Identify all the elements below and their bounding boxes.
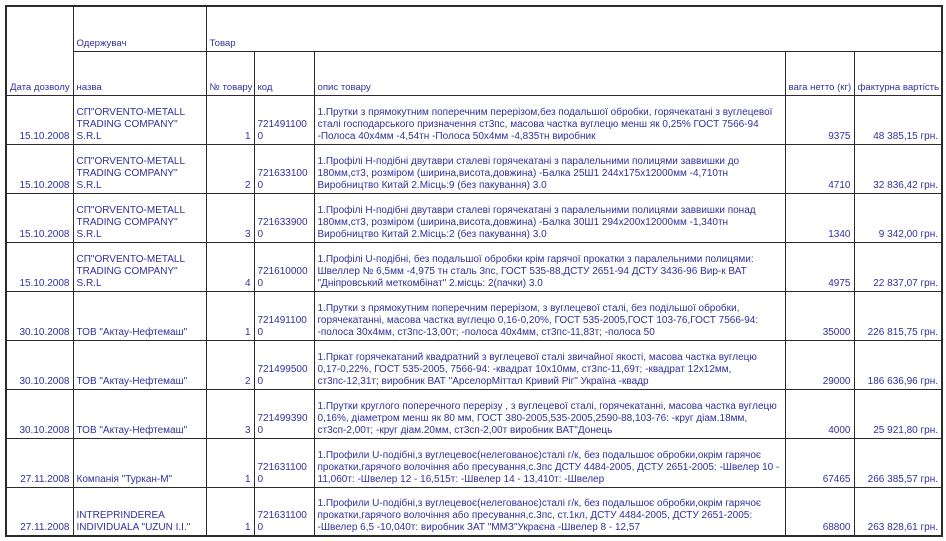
cell-name: СП"ORVENTO-METALL TRADING COMPANY" S.R.L bbox=[73, 144, 206, 193]
cell-name: Компанія "Туркан-М" bbox=[73, 438, 206, 487]
table-row bbox=[6, 291, 942, 340]
cell-item-no: 1 bbox=[206, 487, 254, 536]
cell-date: 15.10.2008 bbox=[6, 95, 73, 144]
cell-invoice-value: 263 828,61 грн. bbox=[854, 487, 942, 536]
cell-date: 27.11.2008 bbox=[6, 487, 73, 536]
table-row bbox=[6, 242, 942, 291]
cell-name: СП"ORVENTO-METALL TRADING COMPANY" S.R.L bbox=[73, 242, 206, 291]
cell-net-weight: 68800 bbox=[785, 487, 854, 536]
header-cell-description: опис товару bbox=[314, 51, 785, 95]
cell-code: 7216331000 bbox=[254, 144, 314, 193]
cell-description: 1.Профілі U-подібні, без подальшої обробки крім гарячої прокатки з паралельними полицями: Швеллер № 6,5мм -4,975 тн сталь 3пс, ГОСТ 535-88,ДСТУ 2651-94 ДСТУ 3436-96 Вир-к ВАТ "Дніпровський меткомбінат" 2.місць: 2(пачки) 3.0 bbox=[314, 242, 785, 291]
cell-date: 15.10.2008 bbox=[6, 242, 73, 291]
cell-invoice-value: 9 342,00 грн. bbox=[854, 193, 942, 242]
header-cell-goods-group: Товар bbox=[206, 6, 942, 51]
cell-description: 1.Профили U-подібні,з вуглецевоє(нелегованоє)сталі г/к, без подальшоє обробки,окрім гарячоє прокатки,гарячого волочіння або пресування,с.3пс, ст.1кл, ДСТУ 4484-2005, ДСТУ 2651-2005: -Швелер 6,5 -10,040т: виробник ЗАТ "ММЗ"Украєна -Швелер 8 - 12,57 bbox=[314, 487, 785, 536]
cell-invoice-value: 25 921,80 грн. bbox=[854, 389, 942, 438]
cell-code: 7214911000 bbox=[254, 95, 314, 144]
cell-net-weight: 4975 bbox=[785, 242, 854, 291]
cell-name: СП"ORVENTO-METALL TRADING COMPANY" S.R.L bbox=[73, 193, 206, 242]
cell-net-weight: 9375 bbox=[785, 95, 854, 144]
cell-net-weight: 29000 bbox=[785, 340, 854, 389]
cell-item-no: 2 bbox=[206, 340, 254, 389]
header-cell-invoice-value: фактурна вартість bbox=[854, 51, 942, 95]
table-header bbox=[6, 6, 942, 95]
cell-date: 30.10.2008 bbox=[6, 340, 73, 389]
cell-code: 7214911000 bbox=[254, 291, 314, 340]
cell-invoice-value: 32 836,42 грн. bbox=[854, 144, 942, 193]
cell-date: 30.10.2008 bbox=[6, 389, 73, 438]
table-row bbox=[6, 95, 942, 144]
cell-description: 1.Пркат горячекатаний квадратний з вуглецевої сталі звичайної якості, масова частка вуглецю 0,17-0,22%, ГОСТ 535-2005, 7566-94: -квадрат 10x10мм, ст3пс-11,69т; -квадрат 12x12мм, ст3пс-12,31т; виробник ВАТ "АрселорМіттал Кривий Ріг" Україна -квадр bbox=[314, 340, 785, 389]
header-cell-name: назва bbox=[73, 51, 206, 95]
cell-description: 1.Профили U-подібні,з вуглецевоє(нелегованоє)сталі г/к, без подальшоє обробки,окрім гарячоє прокатки,гарячого волочіння або пресування,с.3пс ДСТУ 4484-2005, ДСТУ 2651-2005: -Швелер 10 - 11,060т: -Швелер 12 - 16,515т: -Швелер 14 - 13,410т: -Швелер bbox=[314, 438, 785, 487]
cell-description: 1.Прутки круглого поперечного перерізу , з вуглецевої сталі, горячекатанні, масова частка вуглецю 0,16%, діаметром менш як 80 мм, ГОСТ 380-2005,535-2005,2590-88,103-76: -круг діам.18мм, ст3сп-2,00т; -круг діам.20мм, ст3сп-2,00т виробник ВАТ"Донець bbox=[314, 389, 785, 438]
cell-invoice-value: 186 636,96 грн. bbox=[854, 340, 942, 389]
header-cell-date: Дата дозволу bbox=[6, 6, 73, 95]
cell-name: СП"ORVENTO-METALL TRADING COMPANY" S.R.L bbox=[73, 95, 206, 144]
header-row-groups bbox=[6, 6, 942, 51]
cell-invoice-value: 48 385,15 грн. bbox=[854, 95, 942, 144]
cell-invoice-value: 226 815,75 грн. bbox=[854, 291, 942, 340]
table-row bbox=[6, 193, 942, 242]
cell-net-weight: 67465 bbox=[785, 438, 854, 487]
cell-name: ТОВ "Актау-Нефтемаш" bbox=[73, 340, 206, 389]
header-cell-item-no: № товару bbox=[206, 51, 254, 95]
header-row-columns bbox=[6, 51, 942, 95]
header-cell-code: код bbox=[254, 51, 314, 95]
cell-name: ТОВ "Актау-Нефтемаш" bbox=[73, 389, 206, 438]
cell-date: 15.10.2008 bbox=[6, 144, 73, 193]
cell-code: 7216311000 bbox=[254, 438, 314, 487]
cell-date: 27.11.2008 bbox=[6, 438, 73, 487]
table-row bbox=[6, 487, 942, 536]
cell-description: 1.Прутки з прямокутним поперечним перерізом, з вуглецевої сталі, без подільшої обробки, горячекатанні, масова частка вуглецю 0,16-0,20%, ГОСТ 535-2005,ГОСТ 103-76,ГОСТ 7566-94: -полоса 30x4мм, ст3пс-13,00т; -полоса 40x4мм, ст3пс-11,83т; -полоса 50 bbox=[314, 291, 785, 340]
cell-code: 7216311000 bbox=[254, 487, 314, 536]
cell-code: 7216100000 bbox=[254, 242, 314, 291]
cell-name: INTREPRINDEREA INDIVIDUALA "UZUN I.I." bbox=[73, 487, 206, 536]
cell-date: 15.10.2008 bbox=[6, 193, 73, 242]
cell-name: ТОВ "Актау-Нефтемаш" bbox=[73, 291, 206, 340]
header-cell-net-weight: вага нетто (кг) bbox=[785, 51, 854, 95]
cell-net-weight: 4710 bbox=[785, 144, 854, 193]
permits-table bbox=[5, 5, 943, 537]
cell-item-no: 1 bbox=[206, 95, 254, 144]
table-row bbox=[6, 389, 942, 438]
cell-item-no: 1 bbox=[206, 438, 254, 487]
cell-invoice-value: 266 385,57 грн. bbox=[854, 438, 942, 487]
cell-code: 7214995000 bbox=[254, 340, 314, 389]
cell-description: 1.Профілі Н-подібні двутаври сталеві горячекатані з паралельними полицями заввишки понад 180мм,ст3, розміром (ширина,висота,довжина) -Балка 30Ш1 294x200x12000мм -1,340тн Виробництво Китай 2.Місць:2 (без пакування) 3.0 bbox=[314, 193, 785, 242]
cell-code: 7216339000 bbox=[254, 193, 314, 242]
table-body bbox=[6, 95, 942, 536]
cell-net-weight: 4000 bbox=[785, 389, 854, 438]
cell-invoice-value: 22 837,07 грн. bbox=[854, 242, 942, 291]
cell-item-no: 1 bbox=[206, 291, 254, 340]
table-row bbox=[6, 340, 942, 389]
cell-description: 1.Профілі Н-подібні двутаври сталеві горячекатані з паралельними полицями заввишки до 180мм,ст3, розміром (ширина,висота,довжина) -Балка 25Ш1 244x175x12000мм -4,710тн Виробництво Китай 2.Місць:9 (без пакування) 3.0 bbox=[314, 144, 785, 193]
cell-description: 1.Прутки з прямокутним поперечним перерізом,без подальшої обробки, горячекатані з вуглецевої сталі господарського призначення ст3пс, масова частка вуглецю менш як 0,25% ГОСТ 7566-94 -Полоса 40x4мм -4,54тн -Полоса 50x4мм -4,835тн виробник bbox=[314, 95, 785, 144]
table-row bbox=[6, 438, 942, 487]
cell-item-no: 3 bbox=[206, 193, 254, 242]
cell-date: 30.10.2008 bbox=[6, 291, 73, 340]
cell-item-no: 4 bbox=[206, 242, 254, 291]
cell-item-no: 3 bbox=[206, 389, 254, 438]
cell-item-no: 2 bbox=[206, 144, 254, 193]
cell-net-weight: 35000 bbox=[785, 291, 854, 340]
header-cell-recipient-group: Одержувач bbox=[73, 6, 206, 51]
cell-code: 7214993900 bbox=[254, 389, 314, 438]
cell-net-weight: 1340 bbox=[785, 193, 854, 242]
table-row bbox=[6, 144, 942, 193]
